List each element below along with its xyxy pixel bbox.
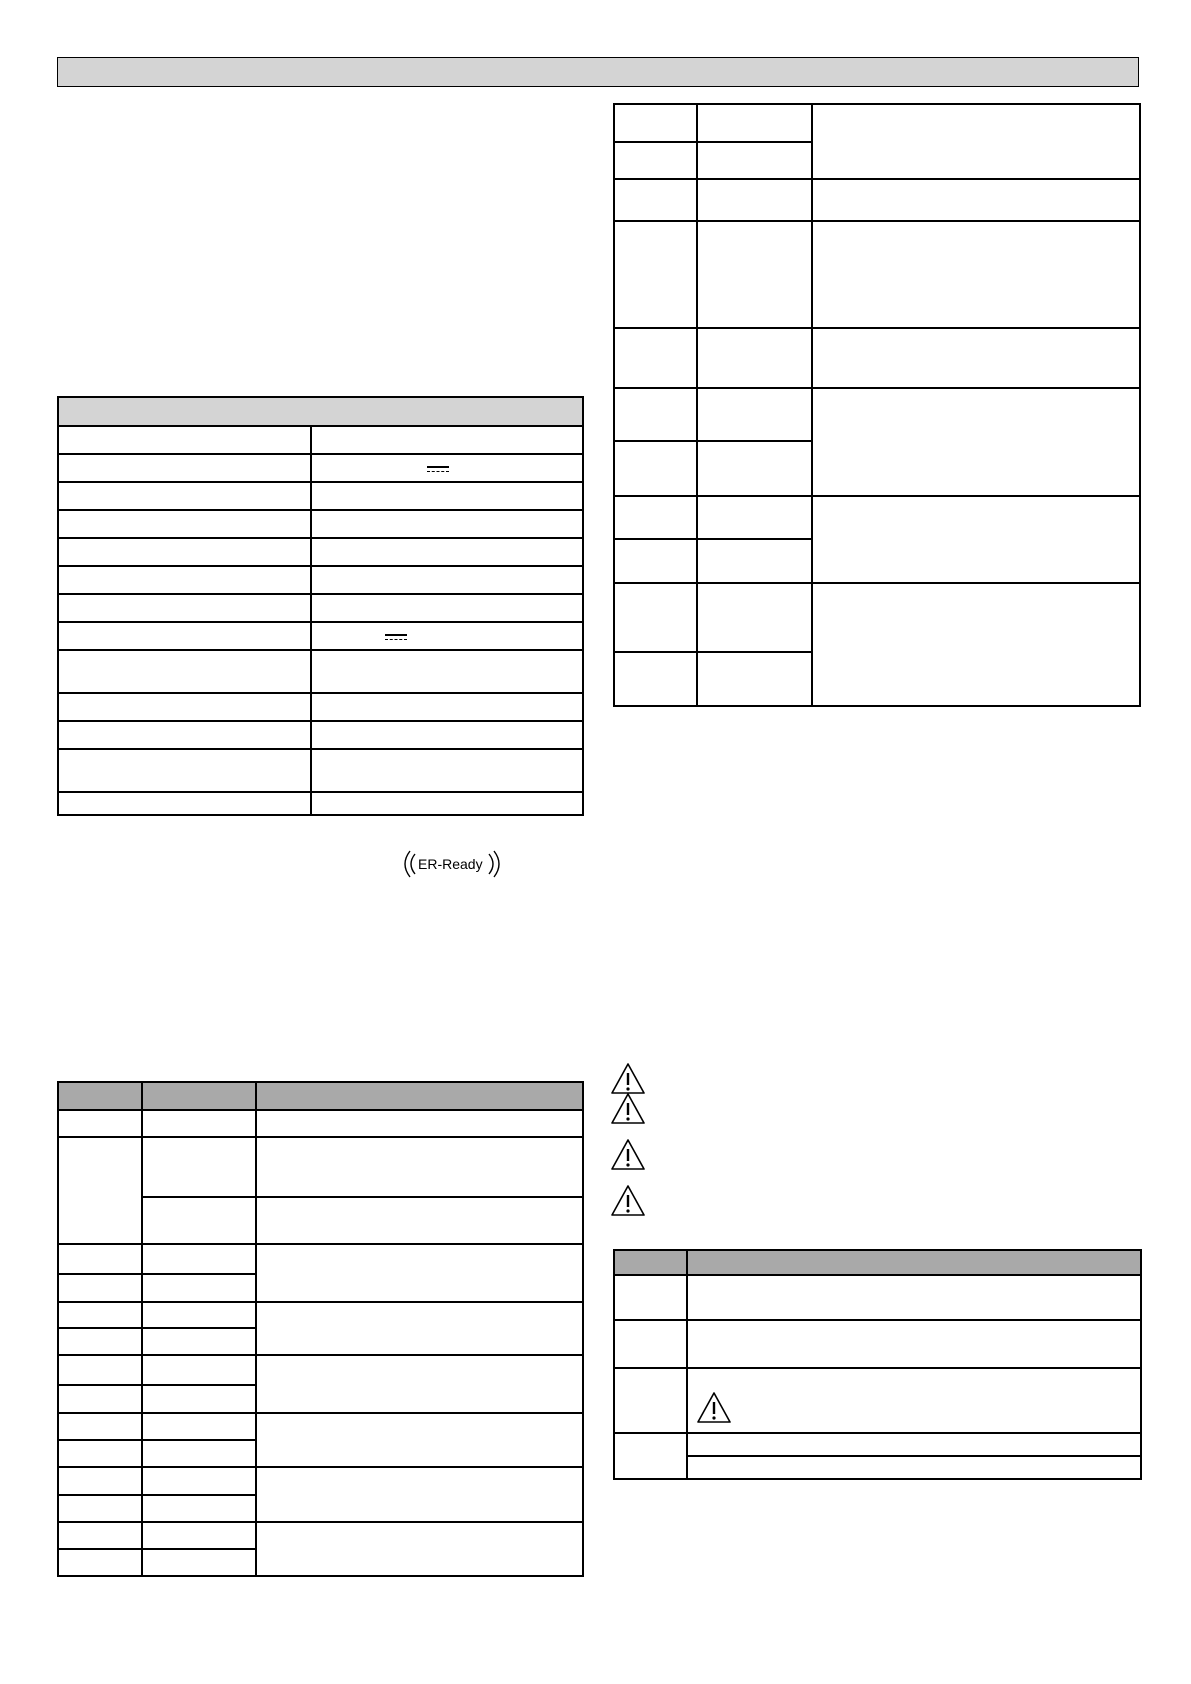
specifications-title — [58, 397, 583, 426]
column-header — [256, 1082, 583, 1110]
spec-value — [311, 594, 583, 622]
spec-label — [58, 594, 311, 622]
table-cell — [256, 1522, 583, 1576]
table-cell — [256, 1137, 583, 1197]
table-cell — [142, 1274, 256, 1302]
spec-label — [58, 622, 311, 650]
table-cell — [58, 1355, 142, 1385]
spec-label — [58, 426, 311, 454]
table-cell — [614, 1275, 687, 1320]
spec-label — [58, 792, 311, 815]
spec-value — [311, 721, 583, 749]
spec-value — [311, 538, 583, 566]
table-cell — [614, 1368, 687, 1433]
spec-value — [311, 426, 583, 454]
spec-value-dc — [311, 454, 583, 482]
table-cell — [812, 496, 1140, 583]
table-cell — [142, 1440, 256, 1467]
table-cell — [142, 1328, 256, 1355]
warning-triangle-icon — [610, 1138, 646, 1172]
spec-value — [311, 482, 583, 510]
table-cell — [812, 221, 1140, 328]
table-cell — [58, 1467, 142, 1495]
column-header — [58, 1082, 142, 1110]
spec-label — [58, 538, 311, 566]
table-cell — [614, 179, 697, 221]
spec-label — [58, 693, 311, 721]
table-cell — [256, 1413, 583, 1467]
warning-triangle-icon — [610, 1184, 646, 1218]
table-cell — [142, 1495, 256, 1522]
dc-symbol-icon — [427, 466, 449, 472]
table-cell — [58, 1413, 142, 1440]
table-cell — [697, 142, 812, 179]
table-cell — [614, 441, 697, 496]
table-cell — [812, 583, 1140, 706]
column-header — [142, 1082, 256, 1110]
table-cell — [142, 1467, 256, 1495]
table-cell — [812, 328, 1140, 388]
warning-triangle-icon — [610, 1062, 646, 1096]
table-cell — [58, 1328, 142, 1355]
table-cell — [142, 1549, 256, 1576]
table-cell — [614, 328, 697, 388]
spec-label — [58, 650, 311, 693]
table-cell — [58, 1137, 142, 1244]
table-cell — [614, 496, 697, 539]
table-cell — [812, 179, 1140, 221]
terminals-table-continued — [613, 103, 1141, 707]
spec-label — [58, 510, 311, 538]
spec-label — [58, 566, 311, 594]
table-cell — [614, 652, 697, 706]
table-cell — [256, 1467, 583, 1522]
table-cell — [614, 221, 697, 328]
table-cell — [58, 1522, 142, 1549]
table-cell — [697, 441, 812, 496]
specifications-table — [57, 396, 584, 816]
dc-symbol-icon — [385, 634, 407, 640]
spec-value — [311, 510, 583, 538]
spec-value — [311, 792, 583, 815]
table-cell — [58, 1274, 142, 1302]
warning-triangle-icon — [610, 1092, 646, 1126]
table-cell — [142, 1110, 256, 1137]
table-cell — [687, 1368, 1141, 1433]
table-cell — [256, 1355, 583, 1413]
table-cell — [812, 388, 1140, 496]
table-cell — [687, 1275, 1141, 1320]
table-cell — [697, 652, 812, 706]
spec-value — [311, 749, 583, 792]
table-cell — [142, 1302, 256, 1328]
table-cell — [58, 1440, 142, 1467]
table-cell — [687, 1456, 1141, 1479]
table-cell — [256, 1110, 583, 1137]
table-cell — [697, 539, 812, 583]
terminals-table — [57, 1081, 584, 1577]
spec-label — [58, 454, 311, 482]
table-cell — [142, 1244, 256, 1274]
er-ready-icon — [402, 849, 502, 879]
table-cell — [687, 1320, 1141, 1368]
table-cell — [58, 1495, 142, 1522]
table-cell — [58, 1385, 142, 1413]
spec-value-dc — [311, 622, 583, 650]
table-cell — [697, 583, 812, 652]
warning-list — [610, 1062, 650, 1220]
table-cell — [697, 388, 812, 441]
table-cell — [58, 1549, 142, 1576]
table-cell — [58, 1302, 142, 1328]
table-cell — [256, 1302, 583, 1355]
er-ready-label: ER-Ready — [418, 856, 483, 872]
table-cell — [697, 496, 812, 539]
table-cell — [697, 104, 812, 142]
table-cell — [142, 1522, 256, 1549]
table-cell — [614, 142, 697, 179]
spec-label — [58, 749, 311, 792]
table-cell — [142, 1197, 256, 1244]
table-cell — [687, 1433, 1141, 1456]
table-cell — [256, 1197, 583, 1244]
table-cell — [256, 1244, 583, 1302]
spec-value — [311, 566, 583, 594]
table-cell — [142, 1413, 256, 1440]
table-cell — [614, 1433, 687, 1479]
spec-label — [58, 721, 311, 749]
er-ready-logo — [402, 849, 502, 879]
table-cell — [614, 583, 697, 652]
warning-triangle-icon — [696, 1391, 732, 1425]
table-cell — [812, 104, 1140, 179]
table-cell — [58, 1110, 142, 1137]
table-cell — [614, 1320, 687, 1368]
spec-label — [58, 482, 311, 510]
table-cell — [697, 221, 812, 328]
table-cell — [614, 104, 697, 142]
table-cell — [142, 1385, 256, 1413]
table-cell — [697, 179, 812, 221]
spec-value — [311, 650, 583, 693]
table-cell — [58, 1244, 142, 1274]
column-header — [687, 1250, 1141, 1275]
section-header-bar — [57, 57, 1139, 87]
spec-value — [311, 693, 583, 721]
led-table — [613, 1249, 1142, 1480]
table-cell — [142, 1355, 256, 1385]
table-cell — [614, 388, 697, 441]
column-header — [614, 1250, 687, 1275]
table-cell — [697, 328, 812, 388]
table-cell — [614, 539, 697, 583]
table-cell — [142, 1137, 256, 1197]
